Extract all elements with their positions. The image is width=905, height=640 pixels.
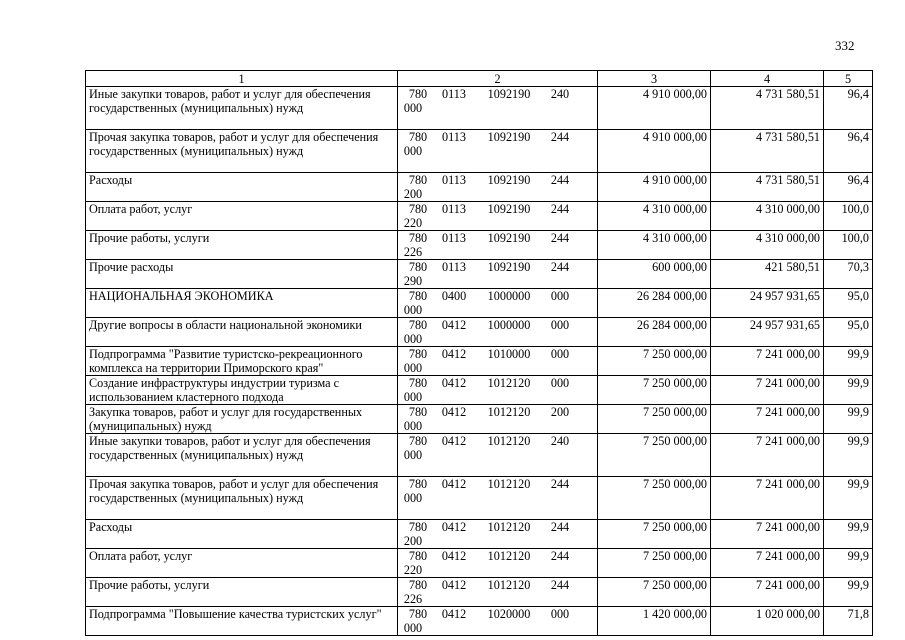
execution-percent: 96,4: [824, 87, 873, 130]
code-target: 1092190: [487, 260, 531, 274]
code-section: 0412: [441, 347, 467, 361]
code-section: 0412: [441, 578, 467, 592]
actual-amount: 24 957 931,65: [711, 318, 824, 347]
actual-amount: 4 731 580,51: [711, 87, 824, 130]
planned-amount: 1 420 000,00: [598, 607, 711, 636]
code-kosgu: 000: [403, 332, 423, 346]
code-expense-type: 000: [550, 376, 570, 390]
row-description: Подпрограмма "Повышение качества туристских услуг": [86, 607, 398, 636]
planned-amount: 7 250 000,00: [598, 520, 711, 549]
code-ministry: 780: [408, 434, 428, 448]
row-description: Закупка товаров, работ и услуг для государственных (муниципальных) нужд: [86, 405, 398, 434]
table-row: [86, 434, 873, 477]
row-description: Иные закупки товаров, работ и услуг для обеспечения государственных (муниципальных) нужд: [86, 434, 398, 477]
planned-amount: 4 310 000,00: [598, 202, 711, 231]
header-col-2: 2: [398, 71, 598, 87]
code-section: 0412: [441, 549, 467, 563]
code-kosgu: 200: [403, 187, 423, 201]
code-kosgu: 000: [403, 303, 423, 317]
actual-amount: 7 241 000,00: [711, 434, 824, 477]
code-expense-type: 244: [550, 477, 570, 491]
row-description: Прочая закупка товаров, работ и услуг для обеспечения государственных (муниципальных) нужд: [86, 477, 398, 520]
table-header-row: [86, 71, 873, 87]
code-section: 0113: [442, 231, 466, 245]
code-expense-type: 000: [550, 347, 570, 361]
actual-amount: 421 580,51: [711, 260, 824, 289]
code-section: 0412: [441, 607, 467, 621]
code-section: 0113: [442, 260, 466, 274]
code-section: 0400: [441, 289, 467, 303]
actual-amount: 7 241 000,00: [711, 477, 824, 520]
code-section: 0412: [441, 520, 467, 534]
row-codes: [398, 477, 598, 520]
header-col-5: 5: [824, 71, 873, 87]
execution-percent: 100,0: [824, 231, 873, 260]
row-description: Прочие работы, услуги: [86, 578, 398, 607]
table-row: [86, 318, 873, 347]
code-target: 1092190: [487, 173, 531, 187]
execution-percent: 95,0: [824, 318, 873, 347]
row-codes: [398, 607, 598, 636]
code-expense-type: 000: [550, 607, 570, 621]
code-ministry: 780: [408, 347, 428, 361]
code-ministry: 780: [408, 289, 428, 303]
budget-table: [85, 70, 873, 636]
row-codes: [398, 578, 598, 607]
code-ministry: 780: [408, 607, 428, 621]
code-expense-type: 244: [550, 549, 570, 563]
code-kosgu: 000: [403, 621, 423, 635]
row-description: Оплата работ, услуг: [86, 549, 398, 578]
code-ministry: 780: [408, 231, 428, 245]
row-codes: [398, 405, 598, 434]
code-target: 1020000: [487, 607, 531, 621]
row-codes: [398, 347, 598, 376]
execution-percent: 99,9: [824, 549, 873, 578]
code-target: 1012120: [487, 578, 531, 592]
table-row: [86, 376, 873, 405]
row-codes: [398, 434, 598, 477]
row-codes: [398, 318, 598, 347]
code-expense-type: 244: [550, 202, 570, 216]
planned-amount: 4 910 000,00: [598, 87, 711, 130]
row-codes: [398, 520, 598, 549]
code-kosgu: 226: [403, 592, 423, 606]
code-ministry: 780: [408, 520, 428, 534]
planned-amount: 26 284 000,00: [598, 318, 711, 347]
row-description: Иные закупки товаров, работ и услуг для обеспечения государственных (муниципальных) нужд: [86, 87, 398, 130]
table-row: [86, 578, 873, 607]
planned-amount: 7 250 000,00: [598, 549, 711, 578]
code-expense-type: 240: [550, 434, 570, 448]
execution-percent: 70,3: [824, 260, 873, 289]
table-row: [86, 289, 873, 318]
code-target: 1012120: [487, 376, 531, 390]
code-ministry: 780: [408, 549, 428, 563]
row-description: Прочая закупка товаров, работ и услуг для обеспечения государственных (муниципальных) нужд: [86, 130, 398, 173]
code-kosgu: 000: [403, 361, 423, 375]
execution-percent: 96,4: [824, 173, 873, 202]
row-codes: [398, 549, 598, 578]
table-row: [86, 549, 873, 578]
code-ministry: 780: [408, 477, 428, 491]
table-row: [86, 405, 873, 434]
code-ministry: 780: [408, 173, 428, 187]
table-row: [86, 202, 873, 231]
code-kosgu: 000: [403, 419, 423, 433]
table-row: [86, 520, 873, 549]
table-row: [86, 87, 873, 130]
code-expense-type: 200: [550, 405, 570, 419]
code-ministry: 780: [408, 376, 428, 390]
row-codes: [398, 231, 598, 260]
code-section: 0412: [441, 318, 467, 332]
code-section: 0412: [441, 376, 467, 390]
actual-amount: 4 310 000,00: [711, 202, 824, 231]
row-codes: [398, 202, 598, 231]
planned-amount: 4 310 000,00: [598, 231, 711, 260]
code-target: 1092190: [487, 231, 531, 245]
code-expense-type: 000: [550, 289, 570, 303]
table-row: [86, 607, 873, 636]
planned-amount: 4 910 000,00: [598, 173, 711, 202]
execution-percent: 100,0: [824, 202, 873, 231]
table-row: [86, 347, 873, 376]
planned-amount: 600 000,00: [598, 260, 711, 289]
planned-amount: 7 250 000,00: [598, 376, 711, 405]
code-ministry: 780: [408, 578, 428, 592]
code-section: 0113: [442, 130, 466, 144]
code-expense-type: 244: [550, 130, 570, 144]
row-description: Другие вопросы в области национальной экономики: [86, 318, 398, 347]
row-description: Создание инфраструктуры индустрии туризма с использованием кластерного подхода: [86, 376, 398, 405]
actual-amount: 7 241 000,00: [711, 578, 824, 607]
row-codes: [398, 87, 598, 130]
code-expense-type: 244: [550, 520, 570, 534]
code-ministry: 780: [408, 318, 428, 332]
code-kosgu: 226: [403, 245, 423, 259]
execution-percent: 99,9: [824, 434, 873, 477]
code-kosgu: 200: [403, 534, 423, 548]
row-description: Расходы: [86, 520, 398, 549]
actual-amount: 7 241 000,00: [711, 347, 824, 376]
actual-amount: 24 957 931,65: [711, 289, 824, 318]
code-target: 1012120: [487, 549, 531, 563]
code-target: 1012120: [487, 520, 531, 534]
code-kosgu: 000: [403, 448, 423, 462]
code-expense-type: 000: [550, 318, 570, 332]
execution-percent: 99,9: [824, 405, 873, 434]
code-kosgu: 000: [403, 101, 423, 115]
code-section: 0412: [441, 405, 467, 419]
actual-amount: 4 731 580,51: [711, 173, 824, 202]
code-kosgu: 000: [403, 390, 423, 404]
planned-amount: 7 250 000,00: [598, 578, 711, 607]
row-description: Подпрограмма "Развитие туристско-рекреационного комплекса на территории Приморского края": [86, 347, 398, 376]
actual-amount: 1 020 000,00: [711, 607, 824, 636]
code-target: 1012120: [487, 477, 531, 491]
code-kosgu: 290: [403, 274, 423, 288]
execution-percent: 99,9: [824, 347, 873, 376]
code-expense-type: 244: [550, 578, 570, 592]
code-kosgu: 220: [403, 216, 423, 230]
table-row: [86, 477, 873, 520]
actual-amount: 7 241 000,00: [711, 549, 824, 578]
code-target: 1092190: [487, 87, 531, 101]
planned-amount: 4 910 000,00: [598, 130, 711, 173]
row-description: Расходы: [86, 173, 398, 202]
row-codes: [398, 260, 598, 289]
code-target: 1000000: [487, 289, 531, 303]
row-description: Оплата работ, услуг: [86, 202, 398, 231]
table-row: [86, 231, 873, 260]
execution-percent: 99,9: [824, 477, 873, 520]
execution-percent: 99,9: [824, 578, 873, 607]
table-row: [86, 130, 873, 173]
table-row: [86, 173, 873, 202]
row-codes: [398, 173, 598, 202]
code-target: 1092190: [487, 202, 531, 216]
row-codes: [398, 130, 598, 173]
code-ministry: 780: [408, 405, 428, 419]
actual-amount: 7 241 000,00: [711, 376, 824, 405]
header-col-4: 4: [711, 71, 824, 87]
code-target: 1012120: [487, 405, 531, 419]
code-target: 1012120: [487, 434, 531, 448]
code-kosgu: 220: [403, 563, 423, 577]
code-target: 1010000: [487, 347, 531, 361]
planned-amount: 7 250 000,00: [598, 405, 711, 434]
code-expense-type: 244: [550, 260, 570, 274]
code-expense-type: 244: [550, 231, 570, 245]
execution-percent: 95,0: [824, 289, 873, 318]
actual-amount: 4 731 580,51: [711, 130, 824, 173]
actual-amount: 4 310 000,00: [711, 231, 824, 260]
code-ministry: 780: [408, 87, 428, 101]
table-row: [86, 260, 873, 289]
code-section: 0113: [442, 202, 466, 216]
row-description: Прочие расходы: [86, 260, 398, 289]
code-kosgu: 000: [403, 144, 423, 158]
planned-amount: 7 250 000,00: [598, 434, 711, 477]
code-kosgu: 000: [403, 491, 423, 505]
code-ministry: 780: [408, 260, 428, 274]
code-section: 0113: [442, 173, 466, 187]
code-expense-type: 244: [550, 173, 570, 187]
row-description: Прочие работы, услуги: [86, 231, 398, 260]
execution-percent: 96,4: [824, 130, 873, 173]
execution-percent: 71,8: [824, 607, 873, 636]
actual-amount: 7 241 000,00: [711, 405, 824, 434]
code-target: 1000000: [487, 318, 531, 332]
code-target: 1092190: [487, 130, 531, 144]
page-number: 332: [835, 38, 855, 53]
execution-percent: 99,9: [824, 520, 873, 549]
header-col-3: 3: [598, 71, 711, 87]
planned-amount: 7 250 000,00: [598, 477, 711, 520]
planned-amount: 7 250 000,00: [598, 347, 711, 376]
planned-amount: 26 284 000,00: [598, 289, 711, 318]
code-ministry: 780: [408, 202, 428, 216]
code-section: 0412: [441, 434, 467, 448]
code-expense-type: 240: [550, 87, 570, 101]
execution-percent: 99,9: [824, 376, 873, 405]
code-ministry: 780: [408, 130, 428, 144]
header-col-1: 1: [86, 71, 398, 87]
actual-amount: 7 241 000,00: [711, 520, 824, 549]
code-section: 0113: [442, 87, 466, 101]
code-section: 0412: [441, 477, 467, 491]
row-codes: [398, 376, 598, 405]
row-codes: [398, 289, 598, 318]
row-description: НАЦИОНАЛЬНАЯ ЭКОНОМИКА: [86, 289, 398, 318]
